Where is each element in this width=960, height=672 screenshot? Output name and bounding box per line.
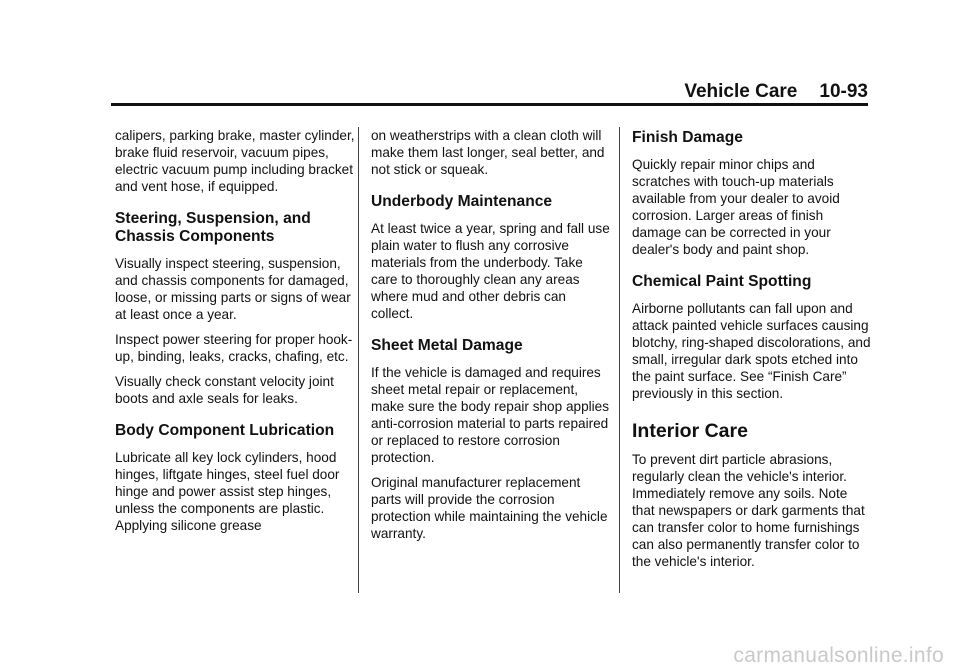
column-1 [115, 127, 355, 542]
column-divider-2 [619, 127, 620, 593]
paragraph-interior-care: To prevent dirt particle abrasions, regularly clean the vehicle's interior. Immediately remove any soils. Note that newspapers or dark garments that can transfer color to home furnishings can also permanently transfer color to the vehicle's interior. [632, 452, 865, 569]
heading-steering: Steering, Suspension, and Chassis Components [115, 210, 311, 245]
paragraph-lubricate: Lubricate all key lock cylinders, hood hinges, liftgate hinges, steel fuel door hinge and power assist step hinges, unless the components are plastic. Applying silicone grease [115, 450, 340, 533]
header-rule [111, 103, 868, 106]
paragraph-weatherstrips: on weatherstrips with a clean cloth will make them last longer, seal better, and not stick or squeak. [371, 128, 605, 177]
paragraph-finish-damage: Quickly repair minor chips and scratches with touch-up materials available from your dealer to avoid corrosion. Larger areas of finish damage can be corrected in your dealer's body and paint shop. [632, 157, 840, 257]
paragraph-cv-joint: Visually check constant velocity joint boots and axle seals for leaks. [115, 374, 334, 406]
paragraph-power-steering: Inspect power steering for proper hook-up, binding, leaks, cracks, chafing, etc. [115, 332, 353, 364]
column-3 [632, 127, 872, 578]
section-title: Vehicle Care [684, 81, 798, 102]
paragraph-brake-components: calipers, parking brake, master cylinder, brake fluid reservoir, vacuum pipes, electric vacuum pump including bracket and vent hose, if equipped. [115, 128, 355, 194]
heading-finish-damage: Finish Damage [632, 129, 743, 146]
heading-underbody: Underbody Maintenance [371, 193, 553, 210]
heading-chemical-paint: Chemical Paint Spotting [632, 273, 812, 290]
heading-interior-care: Interior Care [632, 420, 748, 442]
heading-sheet-metal: Sheet Metal Damage [371, 337, 523, 354]
heading-body-lubrication: Body Component Lubrication [115, 422, 335, 439]
page-header [111, 80, 868, 104]
paragraph-steering-inspect: Visually inspect steering, suspension, and chassis components for damaged, loose, or missing parts or signs of wear at least once a year. [115, 256, 351, 322]
paragraph-underbody: At least twice a year, spring and fall use plain water to flush any corrosive materials from the underbody. Take care to thoroughly clean any areas where mud and other debris can collect. [371, 221, 610, 321]
page-number: 10-93 [819, 81, 868, 102]
column-divider-1 [358, 127, 359, 593]
column-2 [371, 127, 611, 550]
watermark: carmanualsonline.info [733, 644, 944, 667]
paragraph-sheet-metal: If the vehicle is damaged and requires sheet metal repair or replacement, make sure the body repair shop applies anti-corrosion material to parts repaired or replaced to restore corrosion protection. [371, 365, 610, 465]
paragraph-chemical-paint: Airborne pollutants can fall upon and attack painted vehicle surfaces causing blotchy, ring-shaped discolorations, and small, irregular dark spots etched into the paint surface. See “Finish Care” previously in this section. [632, 301, 871, 401]
paragraph-replacement-parts: Original manufacturer replacement parts will provide the corrosion protection while maintaining the vehicle warranty. [371, 475, 608, 541]
